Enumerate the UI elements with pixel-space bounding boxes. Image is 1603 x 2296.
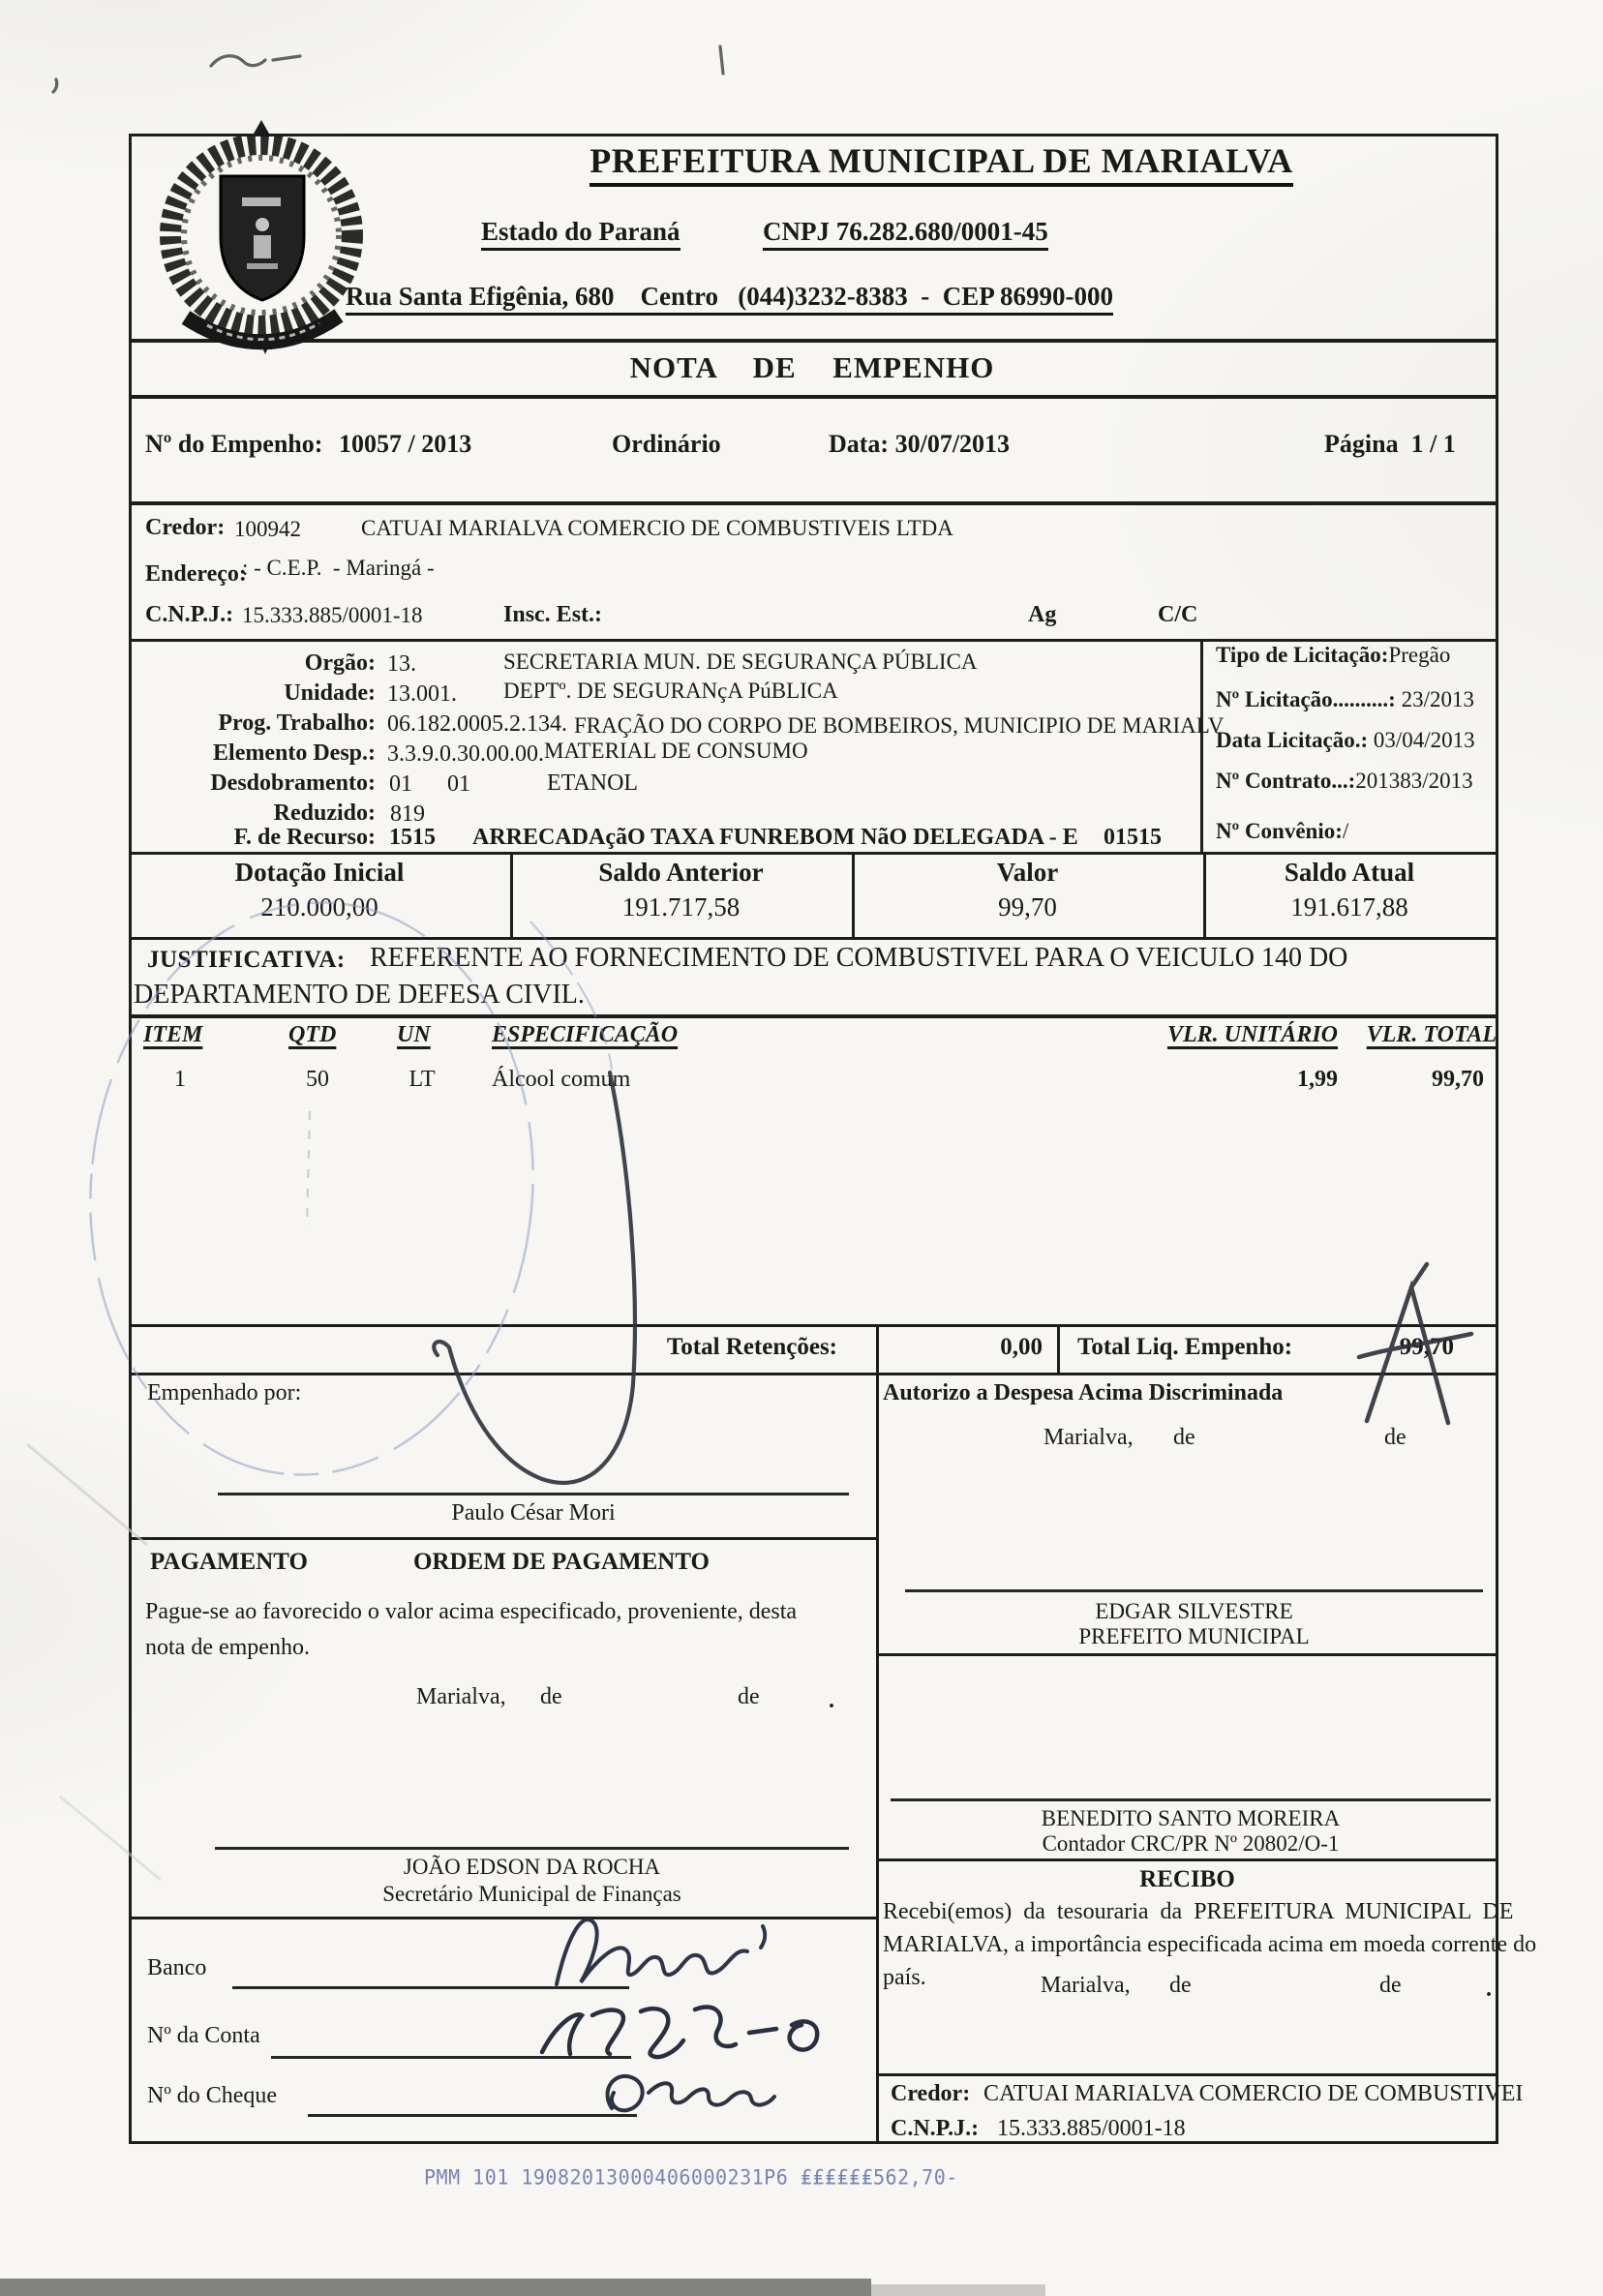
recibo-credor-label: Credor: — [891, 2081, 971, 2106]
scan-edge-shadow-2 — [871, 2284, 1045, 2296]
orcamento-label-desdobramento: Desdobramento: — [210, 770, 376, 796]
orcamento-label-elemento: Elemento Desp.: — [213, 740, 376, 766]
contador-nome: BENEDITO SANTO MOREIRA — [1041, 1806, 1341, 1830]
licitacao-convenio-row — [1216, 819, 1348, 844]
total-liq-valor: 99,70 — [1399, 1334, 1454, 1360]
prefeito-nome: EDGAR SILVESTRE — [1095, 1599, 1293, 1623]
orcamento-code-prog: 06.182.0005.2.134. — [387, 711, 567, 737]
licitacao-data-label: Data Licitação.: — [1216, 728, 1369, 752]
orcamento-recurso-extra: 01515 — [1104, 825, 1162, 850]
border-below-header — [129, 339, 1498, 343]
conta-label: Nº da Conta — [147, 2023, 260, 2048]
empenhado-por-label: Empenhado por: — [147, 1380, 302, 1405]
credor-cnpj: 15.333.885/0001-18 — [242, 603, 423, 627]
licitacao-data-row — [1216, 728, 1475, 753]
dotacao-valor-valor: 99,70 — [998, 892, 1057, 921]
licitacao-convenio-valor: / — [1342, 819, 1349, 843]
border-left — [129, 134, 132, 2144]
itens-header-vlr-total: VLR. TOTAL — [1366, 1022, 1497, 1047]
coat-of-arms-banner — [186, 316, 339, 354]
empenho-data: Data: 30/07/2013 — [829, 430, 1011, 458]
recibo-linha-3: país. — [883, 1965, 926, 1990]
autorizo-de-2: de — [1384, 1425, 1406, 1450]
licitacao-contrato-row — [1216, 769, 1473, 794]
state-label: Estado do Paraná — [481, 217, 681, 247]
border-below-empenho-row — [129, 501, 1498, 505]
handwriting-numero-cheque — [608, 2076, 774, 2110]
document-title: NOTA DE EMPENHO — [629, 350, 995, 384]
orcamento-label-recurso: F. de Recurso: — [233, 825, 376, 850]
insc-est-label: Insc. Est.: — [503, 602, 603, 627]
border-left-col-2 — [129, 1917, 879, 1919]
recibo-cnpj-valor: 15.333.885/0001-18 — [997, 2116, 1186, 2141]
autorizo-cidade: Marialva, — [1043, 1425, 1134, 1450]
border-right — [1496, 134, 1498, 2144]
divider-bottom-columns — [876, 1324, 879, 2141]
coat-of-arms-shield — [221, 176, 304, 300]
orcamento-label-unidade: Unidade: — [284, 680, 376, 706]
item-row-qtd: 50 — [306, 1067, 329, 1092]
empenho-pagina: Página 1 / 1 — [1324, 430, 1456, 458]
itens-header-un: UN — [397, 1022, 431, 1047]
cc-label: C/C — [1158, 602, 1198, 627]
header-address: Rua Santa Efigênia, 680 Centro (044)3232-8383 - CEP 86990-000 — [346, 282, 1113, 312]
scan-crease-2 — [60, 1797, 161, 1880]
itens-header-qtd: QTD — [288, 1022, 337, 1047]
orcamento-label-orgao: Orgão: — [304, 650, 376, 676]
pagamento-texto-1: Pague-se ao favorecido o valor acima especificado, proveniente, desta — [145, 1599, 798, 1624]
dotacao-valor-anterior: 191.717,58 — [621, 892, 741, 921]
orcamento-code-reduzido: 819 — [390, 801, 425, 827]
orcamento-desc-desdobramento: ETANOL — [547, 770, 639, 796]
handwriting-numero-conta — [542, 2007, 817, 2057]
licitacao-tipo-label: Tipo de Licitação: — [1216, 643, 1389, 667]
empenhado-assinatura-nome: Paulo César Mori — [451, 1500, 616, 1526]
recibo-ponto: . — [1486, 1977, 1492, 2002]
recibo-de-2: de — [1379, 1973, 1402, 1998]
pagamento-ponto: . — [829, 1688, 834, 1713]
banco-label: Banco — [147, 1955, 207, 1980]
item-row-vlr-total: 99,70 — [1432, 1067, 1484, 1092]
pen-stroke-faint-dashes — [307, 1111, 310, 1227]
secretario-cargo: Secretário Municipal de Finanças — [382, 1882, 681, 1906]
recibo-credor-valor: CATUAI MARIALVA COMERCIO DE COMBUSTIVEI — [983, 2081, 1524, 2106]
dotacao-header-inicial: Dotação Inicial — [234, 858, 405, 887]
dotacao-header-atual: Saldo Atual — [1284, 858, 1415, 887]
licitacao-contrato-valor: 201383/2013 — [1355, 769, 1473, 793]
autorizo-de-1: de — [1173, 1425, 1195, 1450]
pen-scribble-top — [53, 46, 723, 92]
licitacao-data-valor: 03/04/2013 — [1368, 728, 1475, 752]
header-cnpj: CNPJ 76.282.680/0001-45 — [763, 217, 1048, 247]
border-right-col-1 — [876, 1653, 1498, 1656]
dotacao-header-valor: Valor — [996, 858, 1059, 887]
total-retencoes-label: Total Retenções: — [666, 1334, 837, 1360]
itens-header-espec: ESPECIFICAÇÃO — [492, 1022, 679, 1047]
licitacao-num-row — [1216, 687, 1474, 712]
dotacao-valor-inicial: 210.000,00 — [260, 892, 378, 921]
orcamento-code-elemento: 3.3.9.0.30.00.00. — [387, 741, 544, 767]
line-conta — [271, 2056, 631, 2059]
scan-edge-shadow — [0, 2279, 871, 2296]
licitacao-num-valor: 23/2013 — [1395, 687, 1474, 711]
page-title — [387, 141, 1496, 181]
justificativa-label: JUSTIFICATIVA: — [147, 947, 346, 973]
orcamento-desc-elemento: MATERIAL DE CONSUMO — [544, 739, 808, 763]
recibo-linha-1: Recebi(emos) da tesouraria da PREFEITURA MUNICIPAL DE — [883, 1899, 1514, 1924]
itens-header-item: ITEM — [143, 1022, 203, 1047]
line-banco — [232, 1986, 629, 1989]
recibo-titulo: RECIBO — [1139, 1866, 1235, 1892]
border-below-totais — [129, 1373, 1498, 1375]
dotacao-header-anterior: Saldo Anterior — [598, 858, 764, 887]
autorizo-texto: Autorizo a Despesa Acima Discriminada — [883, 1380, 1284, 1405]
signature-scribble-banco — [557, 1919, 765, 1984]
justificativa-linha2: DEPARTAMENTO DE DEFESA CIVIL. — [134, 980, 585, 1010]
pagamento-titulo: PAGAMENTO — [150, 1549, 308, 1575]
border-right-col-3 — [876, 2073, 1498, 2076]
signature-line-secretario — [215, 1847, 849, 1850]
border-below-doc-title — [129, 395, 1498, 399]
border-top — [129, 134, 1498, 136]
item-row-vlr-unitario: 1,99 — [1297, 1067, 1338, 1092]
secretario-nome: JOÃO EDSON DA ROCHA — [403, 1855, 661, 1879]
credor-cnpj-label: C.N.P.J.: — [145, 602, 234, 627]
empenho-numero-label: Nº do Empenho: — [145, 430, 323, 458]
orcamento-desc-prog: FRAÇÃO DO CORPO DE BOMBEIROS, MUNICIPIO DE MARIALV — [574, 713, 1225, 738]
border-below-justificativa — [129, 1014, 1498, 1018]
bank-validator-print: PMM 101 19082013000406000231P6 ₤₤₤₤₤₤562,70- — [424, 2164, 958, 2190]
itens-header-vlr-unitario: VLR. UNITÁRIO — [1166, 1022, 1338, 1047]
line-cheque — [308, 2114, 637, 2117]
orcamento-code-unidade: 13.001. — [387, 681, 457, 707]
coat-of-arms-wreath — [170, 120, 352, 326]
licitacao-tipo-row — [1216, 643, 1450, 668]
orcamento-label-prog: Prog. Trabalho: — [218, 710, 376, 736]
pen-stroke-loop — [434, 1072, 635, 1483]
border-below-dotacao — [129, 937, 1498, 940]
signature-line-empenhado — [218, 1493, 849, 1495]
empenho-tipo: Ordinário — [612, 430, 721, 458]
border-below-orcamento — [129, 852, 1498, 855]
recibo-cidade: Marialva, — [1041, 1973, 1131, 1998]
orcamento-code-desdobramento: 01 01 — [389, 771, 470, 797]
credor-label: Credor: — [145, 515, 226, 540]
pagamento-de-2: de — [738, 1684, 760, 1709]
page-title-text: PREFEITURA MUNICIPAL DE MARIALVA — [590, 141, 1292, 187]
ag-label: Ag — [1028, 602, 1057, 627]
justificativa-linha1: REFERENTE AO FORNECIMENTO DE COMBUSTIVEL PARA O VEICULO 140 DO — [370, 943, 1348, 973]
border-bottom — [129, 2141, 1498, 2144]
licitacao-num-label: Nº Licitação..........: — [1216, 687, 1396, 711]
pagamento-de-1: de — [540, 1684, 562, 1709]
border-above-totais — [129, 1324, 1498, 1327]
endereco-valor: : - C.E.P. - Maringá - — [242, 556, 435, 580]
empenho-numero: 10057 / 2013 — [339, 430, 472, 458]
licitacao-convenio-label: Nº Convênio: — [1216, 819, 1343, 843]
border-below-credor — [129, 639, 1498, 642]
licitacao-tipo-valor: Pregão — [1388, 643, 1451, 667]
orcamento-desc-unidade: DEPTº. DE SEGURANçA PúBLICA — [503, 679, 838, 703]
licitacao-contrato-label: Nº Contrato...: — [1216, 769, 1356, 793]
recibo-linha-2: MARIALVA, a importância especificada acima em moeda corrente do — [883, 1932, 1537, 1957]
cheque-label: Nº do Cheque — [147, 2083, 278, 2108]
prefeito-cargo: PREFEITO MUNICIPAL — [1078, 1624, 1310, 1648]
orcamento-desc-orgao: SECRETARIA MUN. DE SEGURANÇA PÚBLICA — [503, 650, 978, 674]
endereco-label: Endereço: — [145, 561, 247, 587]
border-left-col-1 — [129, 1537, 879, 1540]
pagamento-texto-2: nota de empenho. — [145, 1635, 310, 1660]
dotacao-valor-atual: 191.617,88 — [1290, 892, 1408, 921]
border-right-col-2 — [876, 1858, 1498, 1861]
divider-licitacao-box — [1200, 639, 1203, 852]
total-liq-label: Total Liq. Empenho: — [1077, 1334, 1293, 1360]
contador-cargo: Contador CRC/PR Nº 20802/O-1 — [1042, 1831, 1340, 1856]
credor-nome: CATUAI MARIALVA COMERCIO DE COMBUSTIVEIS LTDA — [361, 516, 953, 540]
ordem-pagamento-titulo: ORDEM DE PAGAMENTO — [412, 1549, 711, 1575]
item-row-un: LT — [408, 1067, 436, 1092]
orcamento-desc-recurso: ARRECADAçãO TAXA FUNREBOM NãO DELEGADA - E — [472, 825, 1078, 850]
recibo-cnpj-label: C.N.P.J.: — [891, 2116, 980, 2141]
pagamento-cidade: Marialva, — [416, 1684, 506, 1709]
credor-codigo: 100942 — [234, 517, 301, 541]
signature-line-prefeito — [905, 1589, 1483, 1592]
signature-line-contador — [891, 1798, 1491, 1801]
orcamento-code-orgao: 13. — [387, 651, 416, 677]
divider-totais — [1057, 1324, 1060, 1373]
orcamento-code-recurso: 1515 — [389, 825, 436, 850]
item-row-numero: 1 — [174, 1067, 186, 1092]
pen-stroke-ellipse — [67, 884, 557, 1493]
total-retencoes-valor: 0,00 — [1000, 1334, 1043, 1360]
item-row-especificacao: Álcool comum — [492, 1067, 631, 1092]
orcamento-label-reduzido: Reduzido: — [273, 801, 376, 826]
recibo-de-1: de — [1169, 1973, 1192, 1998]
